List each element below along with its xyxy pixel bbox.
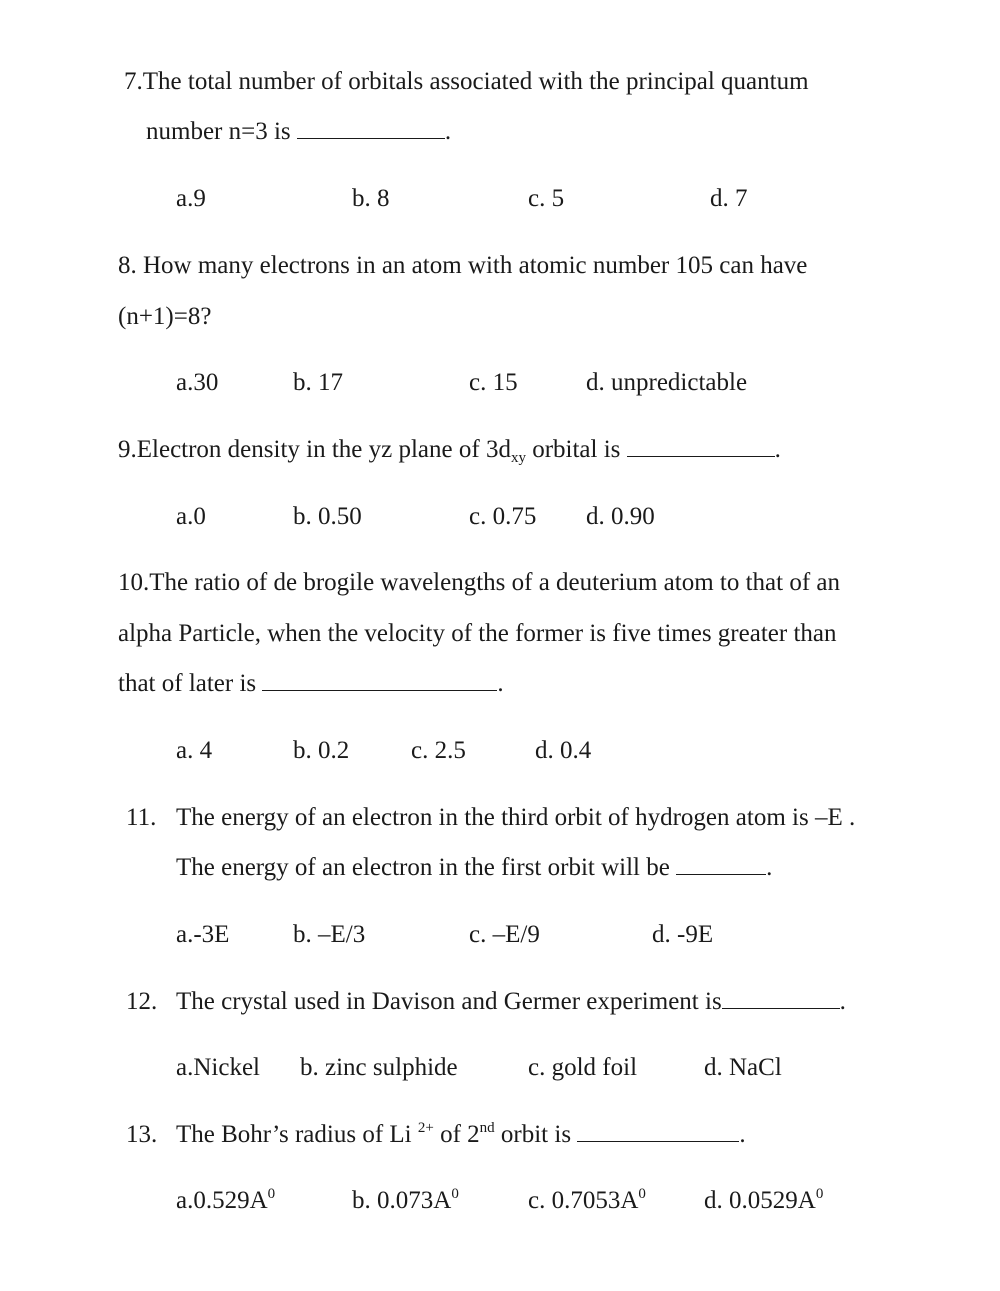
q9-option-a: a.0 [176,503,206,530]
answer-blank [577,1121,739,1142]
q10-line-2: alpha Particle, when the velocity of the former is five times greater than [118,620,837,647]
q13-text-a: The Bohr’s radius of Li [176,1121,418,1148]
q10-option-a: a. 4 [176,737,213,764]
q7-line-1: 7.The total number of orbitals associated with the principal quantum [124,68,809,95]
q8-option-c: c. 15 [469,369,518,396]
q10-option-c: c. 2.5 [411,737,466,764]
q12-option-c: c. gold foil [528,1054,638,1081]
q9-text-after: orbital is [525,436,621,463]
q13-end: . [739,1121,746,1148]
q7-option-d: d. 7 [710,185,748,212]
option-text: b. 0.073A [352,1187,452,1214]
q11-end: . [766,854,773,881]
q7-option-c: c. 5 [528,185,565,212]
answer-blank [297,118,445,139]
q7-end: . [444,118,452,145]
answer-blank [722,988,840,1009]
q11-text: The energy of an electron in the first orbit will be [176,854,670,881]
q12-end: . [839,988,846,1015]
answer-blank [676,854,766,875]
q8-option-d: d. unpredictable [586,369,748,396]
q7-option-a: a.9 [176,185,206,212]
q12-option-b: b. zinc sulphide [300,1054,458,1081]
q10-text: that of later is [118,670,257,697]
q13-option-c [528,1186,646,1216]
option-superscript: 0 [451,1186,459,1202]
q8-option-b: b. 17 [293,369,343,396]
q13-charge: 2+ [417,1120,434,1136]
q13-number: 13. [126,1121,158,1148]
q8-line-1: 8. How many electrons in an atom with atomic number 105 can have [118,252,808,279]
q9-option-b: b. 0.50 [293,503,362,530]
q7-option-b: b. 8 [352,185,390,212]
q8-option-a: a.30 [176,369,219,396]
q11-option-d: d. -9E [652,921,714,948]
q12-option-d: d. NaCl [704,1054,782,1081]
q10-end: . [497,670,504,697]
q9-subscript: xy [510,450,526,466]
q10-line-3 [118,669,504,699]
q11-option-a: a.-3E [176,921,230,948]
q13-option-d [704,1186,823,1216]
q11-option-b: b. –E/3 [293,921,366,948]
q11-line-1: The energy of an electron in the third orbit of hydrogen atom is –E . [176,804,856,831]
q7-text: number n=3 is [146,118,291,145]
q9-option-d: d. 0.90 [586,503,655,530]
q11-line-2 [176,853,772,883]
q11-number: 11. [126,804,157,831]
q10-option-b: b. 0.2 [293,737,350,764]
option-text: a.0.529A [176,1187,268,1214]
q7-line-2 [146,117,451,147]
q13-text-c: orbit is [494,1121,572,1148]
answer-blank [627,436,775,457]
q9-option-c: c. 0.75 [469,503,537,530]
q12-text: The crystal used in Davison and Germer experiment is [176,988,722,1015]
option-superscript: 0 [267,1186,276,1202]
q12-line-1 [176,987,846,1017]
option-superscript: 0 [638,1186,646,1202]
q13-line-1 [176,1120,746,1150]
q12-option-a: a.Nickel [176,1054,260,1081]
q13-text-b: of 2 [433,1121,480,1148]
q11-option-c: c. –E/9 [469,921,540,948]
q8-line-2: (n+1)=8? [118,303,212,330]
q9-end: . [774,436,781,463]
option-text: d. 0.0529A [704,1187,816,1214]
q10-line-1: 10.The ratio of de brogile wavelengths of a deuterium atom to that of an [118,569,840,596]
q13-option-b [352,1186,459,1216]
q12-number: 12. [126,988,158,1015]
q10-option-d: d. 0.4 [535,737,592,764]
option-text: c. 0.7053A [528,1187,639,1214]
option-superscript: 0 [815,1186,824,1202]
q13-option-a [176,1186,275,1216]
q9-text: 9.Electron density in the yz plane of 3d [118,436,511,463]
q13-ordinal: nd [479,1120,495,1136]
q9-line-1 [118,435,781,465]
answer-blank [262,670,497,691]
